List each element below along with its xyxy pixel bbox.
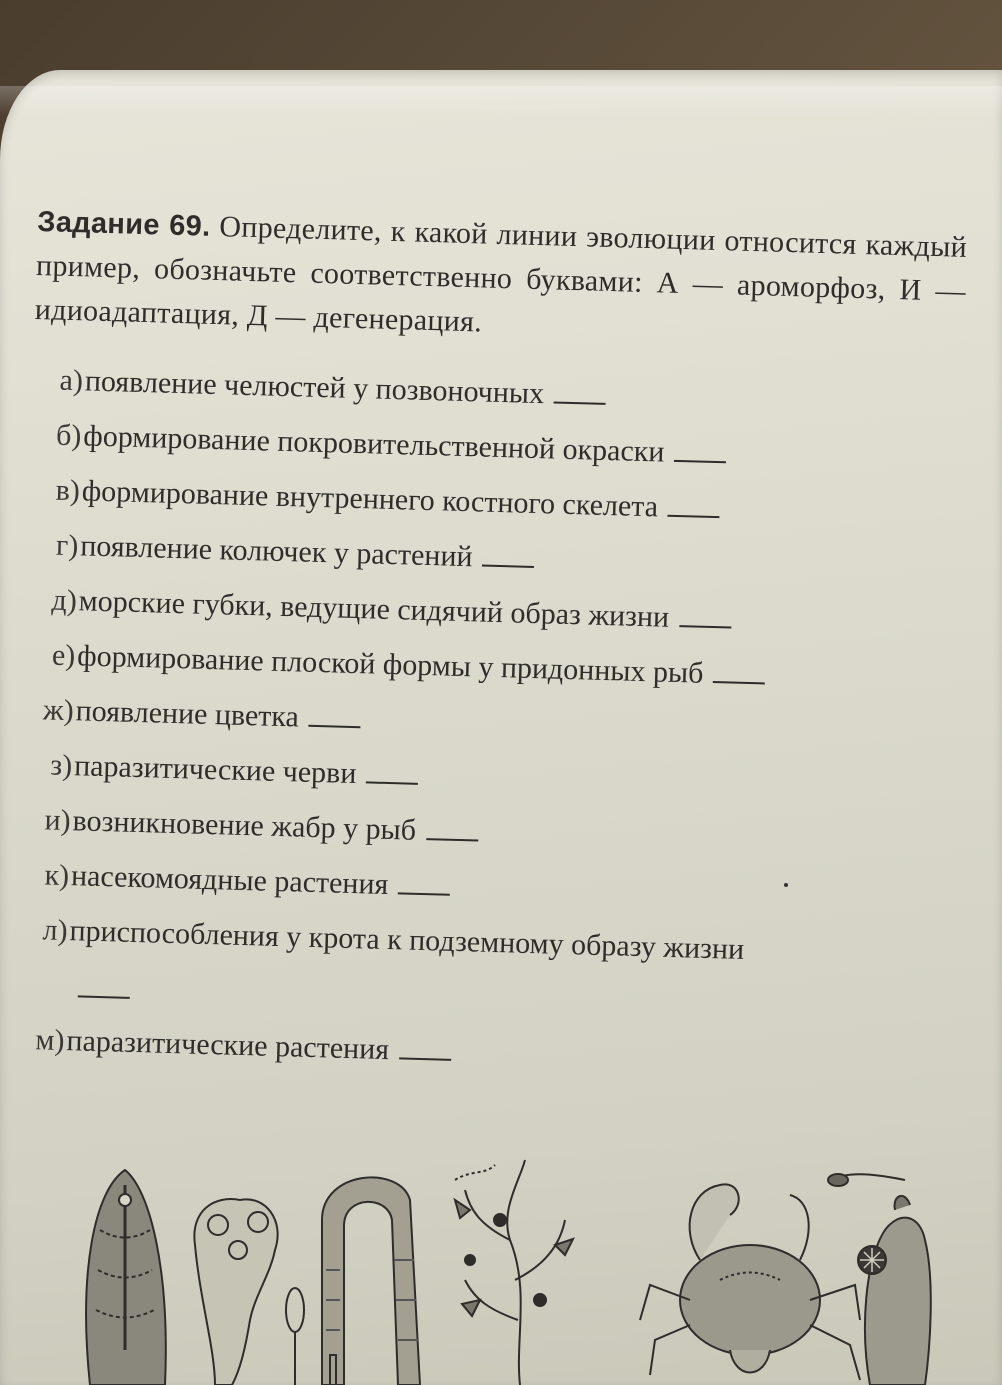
item-text: появление цветка (75, 694, 300, 734)
answer-blank[interactable] (713, 659, 766, 684)
item-letter: и) (44, 803, 72, 838)
task-heading (34, 200, 967, 358)
item-letter: д) (51, 583, 78, 618)
item-letter: г) (55, 528, 79, 563)
item-letter: б) (55, 418, 82, 453)
item-letter: з) (49, 748, 73, 783)
crab-icon (640, 1184, 860, 1380)
answer-blank[interactable] (674, 438, 727, 463)
item-letter: к) (44, 858, 70, 893)
answer-blank[interactable] (482, 543, 535, 568)
answer-blank[interactable] (399, 1035, 452, 1060)
item-text: паразитические растения (66, 1024, 390, 1067)
item-text: приспособления у крота к подземному образу жизни (69, 914, 745, 967)
item-text: насекомоядные растения (70, 859, 389, 902)
item-text: паразитические черви (73, 749, 357, 791)
task-block (14, 200, 968, 1093)
organism-illustrations (0, 1150, 1002, 1385)
page-edge-highlight (0, 86, 1002, 116)
item-letter: в) (55, 473, 81, 508)
dodder-plant-icon (455, 1160, 573, 1385)
item-letter: ж) (42, 693, 75, 728)
item-letter: а) (59, 363, 84, 398)
answer-list (24, 352, 964, 1092)
item-letter: л) (42, 913, 69, 948)
rafflesia-icon (828, 1174, 931, 1385)
answer-blank[interactable] (554, 379, 607, 404)
item-letter: е) (51, 638, 76, 673)
answer-blank[interactable] (366, 759, 419, 784)
tapeworm-scolex-icon (194, 1199, 304, 1385)
answer-blank[interactable] (426, 816, 479, 841)
answer-blank[interactable] (398, 870, 451, 895)
item-text: формирование покровительственной окраски (82, 419, 665, 469)
answer-blank[interactable] (309, 703, 362, 728)
answer-blank[interactable] (679, 603, 732, 628)
answer-blank[interactable] (78, 975, 131, 998)
item-text: морские губки, ведущие сидячий образ жизни (78, 584, 670, 634)
item-text: формирование плоской формы у придонных рыб (76, 639, 704, 690)
item-text: появление челюстей у позвоночных (84, 364, 545, 411)
task-number: Задание 69. (36, 205, 211, 243)
tapeworm-strobila-icon (322, 1177, 420, 1385)
liver-fluke-icon (86, 1170, 166, 1385)
item-text: возникновение жабр у рыб (72, 804, 417, 847)
task-statement: Определите, к какой линии эволюции относится каждый пример, обозначьте соответственно буквами: А — ароморфоз, И — идиоадаптация, Д — дегенерация. (34, 210, 968, 339)
answer-blank[interactable] (668, 493, 721, 518)
ink-dot (784, 883, 788, 887)
item-text: формирование внутреннего костного скелета (81, 474, 659, 524)
item-letter: м) (35, 1023, 66, 1058)
item-text: появление колючек у растений (79, 529, 474, 574)
